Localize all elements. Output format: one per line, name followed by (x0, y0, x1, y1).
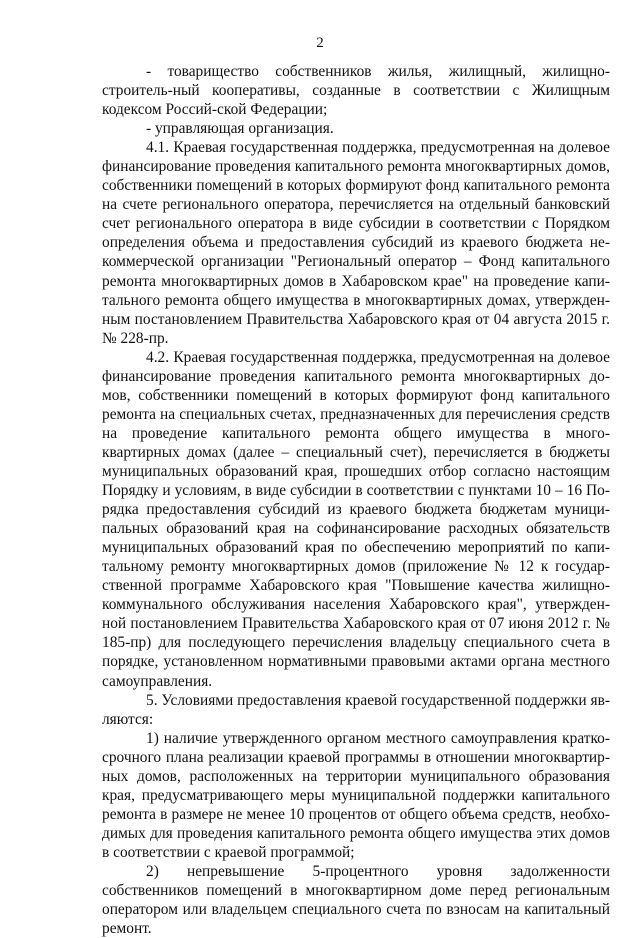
paragraph-5-item-1: 1) наличие утвержденного органом местного самоуправления кратко-срочного плана реализации краевой программы в отношении многоквартир-ных домов, расположенных на территории муниципального образования края, предусматривающего меры муниципальной поддержки капитального ремонта в размере не менее 10 процентов от общего объема средств, необхо-димых для проведения капитального ремонта общего имущества этих домов в соответствии с краевой программой; (102, 729, 610, 861)
page-number: 2 (316, 35, 324, 51)
paragraph-5: 5. Условиями предоставления краевой государственной поддержки яв-ляются: (102, 691, 610, 728)
document-body (102, 62, 610, 938)
paragraph-management-organization: - управляющая организация. (146, 120, 334, 138)
paragraph-hoa-cooperatives: - товарищество собственников жилья, жилищный, жилищно-строитель-ный кооперативы, созданные в соответствии с Жилищным кодексом Россий-ской Федерации; (102, 63, 610, 119)
paragraph-4-1: 4.1. Краевая государственная поддержка, предусмотренная на долевое финансирование проведения капитального ремонта многоквартирных домов, собственники помещений в которых формируют фонд капитального ремонта на счете регионального оператора, перечисляется на отдельный банковский счет регионального оператора в виде субсидии в соответствии с Порядком определения объема и предоставления субсидий из краевого бюджета не-коммерческой организации "Региональный оператор – Фонд капитального ремонта многоквартирных домов в Хабаровском крае" на проведение капи-тального ремонта общего имущества в многоквартирных домах, утвержден-ным постановлением Правительства Хабаровского края от 04 августа 2015 г. № 228-пр. (102, 139, 610, 347)
paragraph-5-item-2: 2) непревышение 5-процентного уровня задолженности собственников помещений в многоквартирном доме перед региональным оператором или владельцем специального счета по взносам на капитальный ремонт. (102, 862, 610, 938)
paragraph-4-2: 4.2. Краевая государственная поддержка, предусмотренная на долевое финансирование проведения капитального ремонта многоквартирных до-мов, собственники помещений в которых формируют фонд капитального ремонта на специальных счетах, предназначенных для перечисления средств на проведение капитального ремонта общего имущества в много-квартирных домах (далее – специальный счет), перечисляется в бюджеты муниципальных образований края, прошедших отбор согласно настоящим Порядку и условиям, в виде субсидии в соответствии с пунктами 10 – 16 По-рядка предоставления субсидий из краевого бюджета бюджетам муници-пальных образований края на софинансирование расходных обязательств муниципальных образований края по обеспечению мероприятий по капи-тальному ремонту многоквартирных домов (приложение № 12 к государ-ственной программе Хабаровского края "Повышение качества жилищно-коммунального обслуживания населения Хабаровского края", утвержден-ной постановлением Правительства Хабаровского края от 07 июня 2012 г. № 185-пр) для последующего перечисления владельцу специального счета в порядке, установленном нормативными правовыми актами органа местного самоуправления. (102, 348, 610, 690)
